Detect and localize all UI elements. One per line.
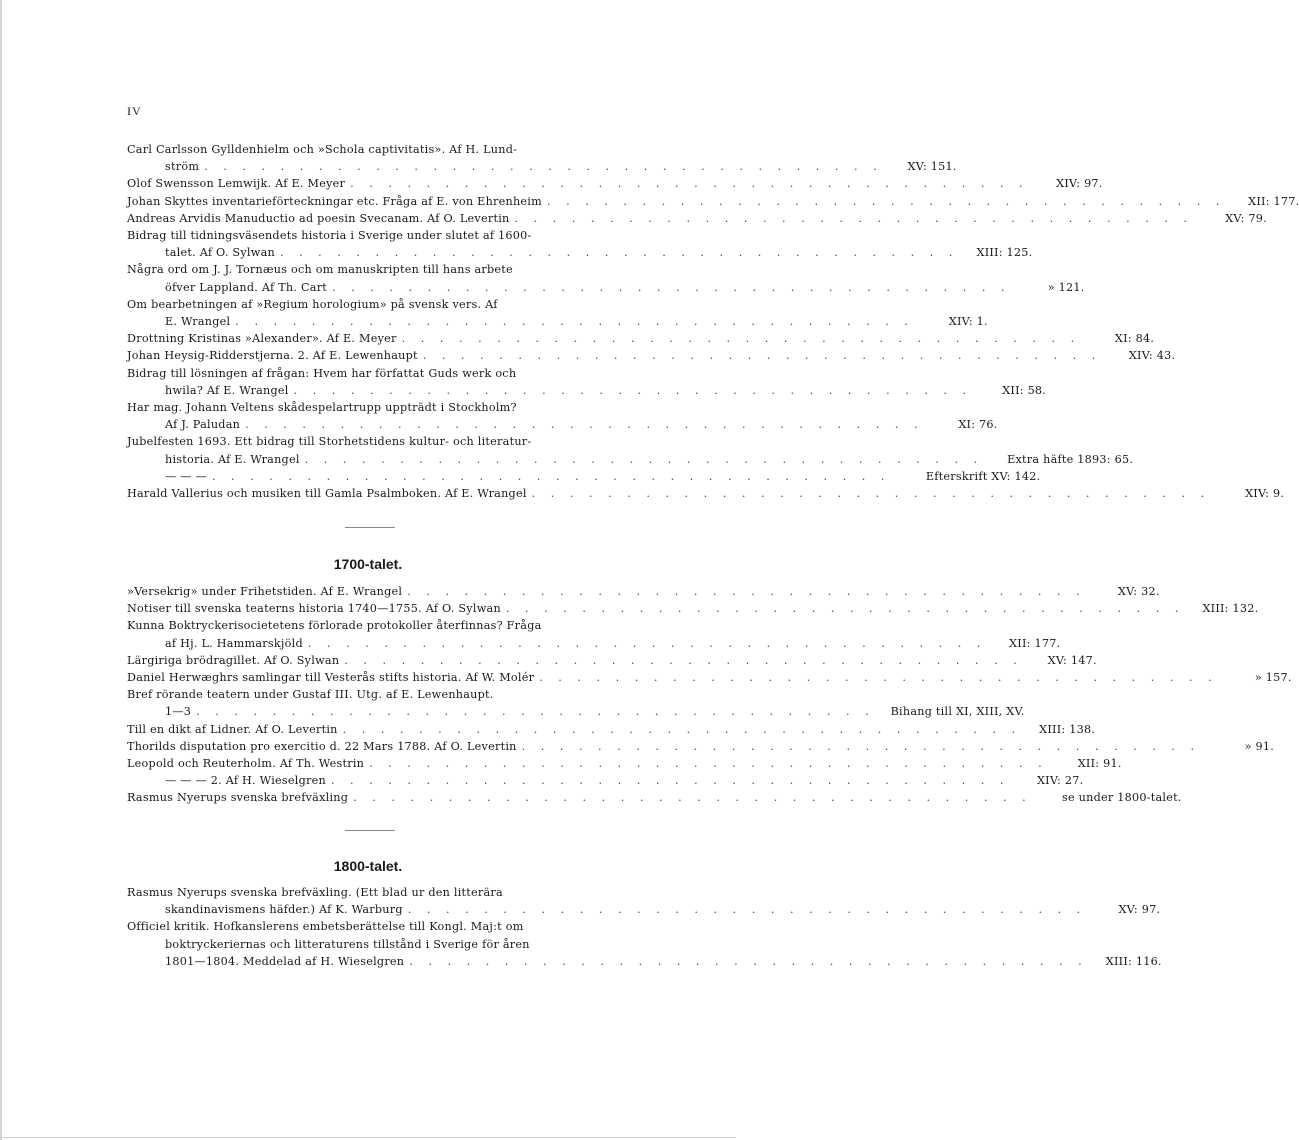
- entry-last-line: [127, 703, 1025, 720]
- volume-reference: » 91.: [1244, 739, 1275, 753]
- entry-text: 1801—1804. Meddelad af H. Wieselgren: [165, 954, 405, 968]
- entry-line: boktryckeriernas och litteraturens tillstånd i Sverige för åren: [165, 937, 530, 951]
- entry-text: historia. Af E. Wrangel: [165, 452, 300, 466]
- section-entries: [127, 141, 1299, 502]
- entry-line: Carl Carlsson Gylldenhielm och »Schola captivitatis». Af H. Lund-: [127, 143, 518, 156]
- entry-last-line: [127, 652, 1097, 669]
- entry-text: Johan Skyttes inventarieförteckningar etc. Fråga af E. von Ehrenheim: [127, 194, 542, 208]
- entry-last-line: [127, 416, 998, 433]
- entry-line: Några ord om J. J. Tornæus och om manuskripten till hans arbete: [127, 263, 513, 277]
- entry-last-line: [127, 772, 1084, 789]
- entry-line: Officiel kritik. Hofkanslerens embetsberättelse till Kongl. Maj:t om: [127, 920, 524, 934]
- volume-reference: se under 1800-talet.: [1062, 791, 1182, 805]
- dot-leader: . . . . . . . . . . . . . . . . . . . . . . . . . . . . . . . . . . . .: [245, 418, 924, 432]
- entry-last-line: [127, 901, 1161, 918]
- entry-text: öfver Lappland. Af Th. Cart: [165, 280, 328, 294]
- entry-last-line: [127, 193, 1299, 210]
- index-entry: [127, 399, 998, 433]
- entry-text: »Versekrig» under Frihetstiden. Af E. Wrangel: [127, 585, 403, 598]
- entry-text: Leopold och Reuterholm. Af Th. Westrin: [127, 757, 365, 771]
- dot-leader: . . . . . . . . . . . . . . . . . . . . . . . . . . . . . . . . . . . .: [307, 636, 987, 650]
- index-entry: [127, 141, 957, 175]
- entry-last-line: [127, 583, 1160, 600]
- volume-reference: » 157.: [1254, 671, 1292, 685]
- volume-reference: XI: 76.: [958, 418, 998, 432]
- index-entry: [127, 652, 1097, 669]
- entry-line: Rasmus Nyerups svenska brefväxling. (Ett blad ur den litterära: [127, 886, 503, 899]
- dot-leader: . . . . . . . . . . . . . . . . . . . . . . . . . . . . . . . . . . . .: [546, 194, 1226, 208]
- index-entry: [127, 772, 1084, 789]
- entry-line: Om bearbetningen af »Regium horologium» på svensk vers. Af: [127, 297, 498, 311]
- entry-text: Rasmus Nyerups svenska brefväxling: [127, 791, 349, 805]
- index-entry: [127, 918, 1162, 970]
- entry-text: — — —: [165, 469, 207, 483]
- section-entries: [127, 583, 1292, 807]
- scan-bottom-edge: [0, 1137, 736, 1138]
- volume-reference: Bihang till XI, XIII, XV.: [890, 705, 1025, 719]
- entry-line: Bidrag till tidningsväsendets historia i Sverige under slutet af 1600-: [127, 229, 532, 243]
- index-entry: [127, 583, 1160, 600]
- dot-leader: . . . . . . . . . . . . . . . . . . . . . . . . . . . . . . . . . . . .: [332, 280, 1011, 294]
- entry-text: Lärgiriga brödragillet. Af O. Sylwan: [127, 653, 340, 667]
- dot-leader: . . . . . . . . . . . . . . . . . . . . . . . . . . . . . . . . . . . .: [401, 332, 1081, 346]
- entry-last-line: [127, 347, 1176, 364]
- dot-leader: . . . . . . . . . . . . . . . . . . . . . . . . . . . . . . . . . . . .: [196, 705, 875, 719]
- dot-leader: . . . . . . . . . . . . . . . . . . . . . . . . . . . . . . . . . . . .: [279, 246, 959, 260]
- entry-line: Kunna Boktryckerisocietetens förlorade protokoller återfinnas? Fråga: [127, 619, 542, 633]
- entry-last-line: [127, 953, 1162, 970]
- section-divider: [345, 527, 395, 528]
- entry-text: Daniel Herwæghrs samlingar till Vesterås stifts historia. Af W. Molér: [127, 671, 535, 685]
- entry-last-line: [127, 635, 1061, 652]
- entry-last-line: [127, 330, 1155, 347]
- dot-leader: . . . . . . . . . . . . . . . . . . . . . . . . . . . . . . . . . . . .: [407, 903, 1087, 917]
- entry-text: 1—3: [165, 705, 192, 719]
- entry-last-line: [127, 721, 1096, 738]
- entry-text: hwila? Af E. Wrangel: [165, 383, 289, 397]
- entry-last-line: [127, 279, 1085, 296]
- volume-reference: XI: 84.: [1114, 332, 1155, 346]
- entry-last-line: [127, 175, 1103, 192]
- index-entry: [127, 330, 1155, 347]
- index-entry: [127, 227, 1033, 261]
- dot-leader: . . . . . . . . . . . . . . . . . . . . . . . . . . . . . . . . . . . .: [350, 177, 1029, 191]
- entry-last-line: [127, 313, 988, 330]
- index-entry: [127, 433, 1134, 467]
- dot-leader: . . . . . . . . . . . . . . . . . . . . . . . . . . . . . . . . . . . .: [409, 954, 1088, 968]
- entry-text: Thorilds disputation pro exercitio d. 22 Mars 1788. Af O. Levertin: [127, 739, 517, 753]
- entry-text: Notiser till svenska teaterns historia 1740—1755. Af O. Sylwan: [127, 602, 501, 616]
- entry-line: Jubelfesten 1693. Ett bidrag till Storhetstidens kultur- och literatur-: [127, 435, 532, 449]
- dot-leader: . . . . . . . . . . . . . . . . . . . . . . . . . . . . . . . . . . . .: [235, 315, 914, 329]
- section-heading: 1800-talet.: [333, 858, 403, 874]
- index-entry: [127, 686, 1025, 720]
- entry-last-line: [127, 600, 1259, 617]
- dot-leader: . . . . . . . . . . . . . . . . . . . . . . . . . . . . . . . . . . . .: [204, 160, 883, 174]
- dot-leader: . . . . . . . . . . . . . . . . . . . . . . . . . . . . . . . . . . . .: [344, 653, 1023, 667]
- dot-leader: . . . . . . . . . . . . . . . . . . . . . . . . . . . . . . . . . . . .: [342, 722, 1022, 736]
- index-entry: [127, 347, 1176, 364]
- volume-reference: Extra häfte 1893: 65.: [1007, 452, 1134, 466]
- volume-reference: XIII: 132.: [1202, 602, 1259, 616]
- volume-reference: » 121.: [1047, 280, 1085, 294]
- dot-leader: . . . . . . . . . . . . . . . . . . . . . . . . . . . . . . . . . . . .: [211, 469, 891, 483]
- entry-last-line: [127, 669, 1292, 686]
- entry-text: Af J. Paludan: [165, 418, 241, 432]
- entry-text: Harald Vallerius och musiken till Gamla Psalmboken. Af E. Wrangel: [127, 487, 527, 501]
- volume-reference: XV: 79.: [1225, 211, 1267, 225]
- section-divider: [345, 830, 395, 831]
- entry-text: talet. Af O. Sylwan: [165, 246, 275, 260]
- entry-text: Johan Heysig-Ridderstjerna. 2. Af E. Lewenhaupt: [127, 349, 418, 363]
- entry-text: Drottning Kristinas »Alexander». Af E. Meyer: [127, 332, 397, 346]
- index-entry: [127, 884, 1161, 918]
- index-entry: [127, 669, 1292, 686]
- dot-leader: . . . . . . . . . . . . . . . . . . . . . . . . . . . . . . . . . . . .: [505, 602, 1185, 616]
- entry-last-line: [127, 468, 1041, 485]
- index-entry: [127, 210, 1267, 227]
- volume-reference: XV: 32.: [1117, 585, 1160, 598]
- entry-last-line: [127, 382, 1047, 399]
- volume-reference: XIV: 97.: [1056, 177, 1103, 191]
- volume-reference: XV: 97.: [1118, 903, 1161, 917]
- entry-last-line: [127, 755, 1122, 772]
- dot-leader: . . . . . . . . . . . . . . . . . . . . . . . . . . . . . . . . . . . .: [539, 671, 1218, 685]
- volume-reference: XII: 58.: [1002, 383, 1047, 397]
- entry-last-line: [127, 210, 1267, 227]
- index-entry: [127, 721, 1096, 738]
- volume-reference: XIII: 125.: [976, 246, 1033, 260]
- entry-text: Andreas Arvidis Manuductio ad poesin Svecanam. Af O. Levertin: [127, 211, 510, 225]
- index-entry: [127, 296, 988, 330]
- volume-reference: Efterskrift XV: 142.: [925, 469, 1041, 483]
- entry-last-line: [127, 738, 1275, 755]
- dot-leader: . . . . . . . . . . . . . . . . . . . . . . . . . . . . . . . . . . . .: [531, 487, 1211, 501]
- dot-leader: . . . . . . . . . . . . . . . . . . . . . . . . . . . . . . . . . . . .: [422, 349, 1102, 363]
- dot-leader: . . . . . . . . . . . . . . . . . . . . . . . . . . . . . . . . . . . .: [304, 452, 984, 466]
- volume-reference: XIV: 27.: [1036, 774, 1084, 788]
- volume-reference: XV: 147.: [1047, 653, 1097, 667]
- index-entry: [127, 365, 1047, 399]
- entry-text: E. Wrangel: [165, 315, 231, 329]
- entry-last-line: [127, 244, 1033, 261]
- entry-text: Till en dikt af Lidner. Af O. Levertin: [127, 722, 338, 736]
- volume-reference: XIII: 116.: [1105, 954, 1162, 968]
- section-entries: [127, 884, 1162, 970]
- entry-last-line: [127, 485, 1285, 502]
- volume-reference: XII: 177.: [1248, 194, 1299, 208]
- index-entry: [127, 193, 1299, 210]
- index-entry: [127, 468, 1041, 485]
- entry-last-line: [127, 789, 1182, 806]
- entry-text: af Hj. L. Hammarskjöld: [165, 636, 303, 650]
- page-number: IV: [127, 104, 142, 118]
- volume-reference: XIV: 9.: [1245, 487, 1285, 501]
- dot-leader: . . . . . . . . . . . . . . . . . . . . . . . . . . . . . . . . . . . .: [521, 739, 1201, 753]
- dot-leader: . . . . . . . . . . . . . . . . . . . . . . . . . . . . . . . . . . . .: [353, 791, 1032, 805]
- index-entry: [127, 738, 1275, 755]
- index-entry: [127, 617, 1061, 651]
- dot-leader: . . . . . . . . . . . . . . . . . . . . . . . . . . . . . . . . . . . .: [293, 383, 973, 397]
- volume-reference: XII: 177.: [1009, 636, 1061, 650]
- entry-text: skandinavismens häfder.) Af K. Warburg: [165, 903, 403, 917]
- dot-leader: . . . . . . . . . . . . . . . . . . . . . . . . . . . . . . . . . . . .: [407, 585, 1086, 598]
- dot-leader: . . . . . . . . . . . . . . . . . . . . . . . . . . . . . . . . . . . .: [514, 211, 1193, 225]
- volume-reference: XIII: 138.: [1039, 722, 1096, 736]
- index-entry: [127, 485, 1285, 502]
- volume-reference: XII: 91.: [1077, 757, 1122, 771]
- entry-last-line: [127, 158, 957, 175]
- volume-reference: XIV: 1.: [948, 315, 988, 329]
- entry-line: Bidrag till lösningen af frågan: Hvem har författat Guds werk och: [127, 366, 517, 380]
- index-entry: [127, 789, 1182, 806]
- entry-last-line: [127, 451, 1134, 468]
- entry-line: Har mag. Johann Veltens skådespelartrupp uppträdt i Stockholm?: [127, 401, 517, 415]
- index-entry: [127, 755, 1122, 772]
- entry-line: Bref rörande teatern under Gustaf III. Utg. af E. Lewenhaupt.: [127, 688, 494, 702]
- index-entry: [127, 600, 1259, 617]
- entry-text: — — — 2. Af H. Wieselgren: [165, 774, 326, 788]
- volume-reference: XIV: 43.: [1128, 349, 1176, 363]
- volume-reference: XV: 151.: [907, 160, 957, 174]
- index-entry: [127, 261, 1085, 295]
- entry-text: ström: [165, 160, 200, 174]
- index-entry: [127, 175, 1103, 192]
- entry-text: Olof Swensson Lemwijk. Af E. Meyer: [127, 177, 346, 191]
- dot-leader: . . . . . . . . . . . . . . . . . . . . . . . . . . . . . . . . . . . .: [369, 757, 1048, 771]
- section-heading: 1700-talet.: [333, 556, 403, 572]
- dot-leader: . . . . . . . . . . . . . . . . . . . . . . . . . . . . . . . . . . . .: [330, 774, 1010, 788]
